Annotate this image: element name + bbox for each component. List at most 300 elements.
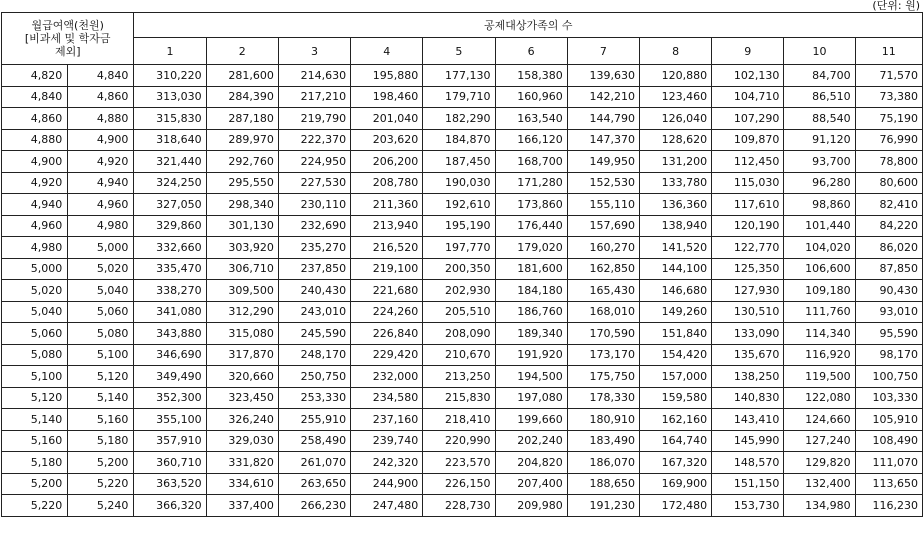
- tax-value-cell: 106,600: [784, 258, 855, 280]
- tax-value-cell: 181,600: [495, 258, 567, 280]
- table-row: [2, 237, 923, 259]
- tax-value-cell: 98,170: [855, 344, 922, 366]
- tax-value-cell: 182,290: [423, 108, 495, 130]
- tax-value-cell: 217,210: [278, 86, 350, 108]
- salary-to-cell: 5,220: [68, 473, 134, 495]
- tax-value-cell: 149,260: [639, 301, 711, 323]
- tax-value-cell: 144,790: [567, 108, 639, 130]
- table-body: [2, 65, 923, 517]
- salary-from-cell: 5,140: [2, 409, 68, 431]
- salary-from-cell: 4,960: [2, 215, 68, 237]
- tax-value-cell: 318,640: [134, 129, 206, 151]
- tax-value-cell: 234,580: [351, 387, 423, 409]
- tax-value-cell: 197,770: [423, 237, 495, 259]
- tax-value-cell: 109,870: [712, 129, 784, 151]
- tax-value-cell: 98,860: [784, 194, 855, 216]
- tax-value-cell: 320,660: [206, 366, 278, 388]
- tax-value-cell: 303,920: [206, 237, 278, 259]
- tax-value-cell: 119,500: [784, 366, 855, 388]
- tax-value-cell: 175,750: [567, 366, 639, 388]
- tax-value-cell: 146,680: [639, 280, 711, 302]
- group-label-header: 공제대상가족의 수: [134, 13, 923, 38]
- tax-value-cell: 82,410: [855, 194, 922, 216]
- tax-value-cell: 346,690: [134, 344, 206, 366]
- tax-value-cell: 214,630: [278, 65, 350, 87]
- tax-value-cell: 177,130: [423, 65, 495, 87]
- tax-value-cell: 75,190: [855, 108, 922, 130]
- tax-value-cell: 160,270: [567, 237, 639, 259]
- tax-value-cell: 200,350: [423, 258, 495, 280]
- tax-value-cell: 117,610: [712, 194, 784, 216]
- table-row: [2, 172, 923, 194]
- tax-value-cell: 253,330: [278, 387, 350, 409]
- salary-to-cell: 5,200: [68, 452, 134, 474]
- tax-value-cell: 113,650: [855, 473, 922, 495]
- tax-value-cell: 111,070: [855, 452, 922, 474]
- tax-value-cell: 216,520: [351, 237, 423, 259]
- tax-value-cell: 165,430: [567, 280, 639, 302]
- tax-value-cell: 204,820: [495, 452, 567, 474]
- column-header-2: 2: [206, 38, 278, 65]
- tax-value-cell: 153,730: [712, 495, 784, 517]
- tax-value-cell: 210,670: [423, 344, 495, 366]
- tax-value-cell: 123,460: [639, 86, 711, 108]
- tax-value-cell: 100,750: [855, 366, 922, 388]
- tax-value-cell: 138,940: [639, 215, 711, 237]
- tax-value-cell: 219,100: [351, 258, 423, 280]
- tax-value-cell: 95,590: [855, 323, 922, 345]
- tax-value-cell: 138,250: [712, 366, 784, 388]
- tax-value-cell: 203,620: [351, 129, 423, 151]
- tax-value-cell: 248,170: [278, 344, 350, 366]
- tax-value-cell: 195,190: [423, 215, 495, 237]
- column-header-10: 10: [784, 38, 855, 65]
- tax-value-cell: 261,070: [278, 452, 350, 474]
- tax-value-cell: 227,530: [278, 172, 350, 194]
- tax-value-cell: 247,480: [351, 495, 423, 517]
- table-row: [2, 366, 923, 388]
- tax-value-cell: 232,000: [351, 366, 423, 388]
- tax-value-cell: 86,020: [855, 237, 922, 259]
- tax-value-cell: 151,840: [639, 323, 711, 345]
- tax-value-cell: 157,690: [567, 215, 639, 237]
- tax-value-cell: 341,080: [134, 301, 206, 323]
- tax-value-cell: 208,780: [351, 172, 423, 194]
- tax-value-cell: 112,450: [712, 151, 784, 173]
- salary-from-cell: 5,220: [2, 495, 68, 517]
- tax-value-cell: 130,510: [712, 301, 784, 323]
- tax-value-cell: 135,670: [712, 344, 784, 366]
- salary-to-cell: 4,960: [68, 194, 134, 216]
- salary-to-cell: 5,120: [68, 366, 134, 388]
- tax-value-cell: 145,990: [712, 430, 784, 452]
- tax-value-cell: 312,290: [206, 301, 278, 323]
- tax-value-cell: 128,620: [639, 129, 711, 151]
- tax-value-cell: 184,180: [495, 280, 567, 302]
- tax-value-cell: 326,240: [206, 409, 278, 431]
- tax-value-cell: 104,710: [712, 86, 784, 108]
- tax-value-cell: 255,910: [278, 409, 350, 431]
- tax-value-cell: 349,490: [134, 366, 206, 388]
- tax-value-cell: 178,330: [567, 387, 639, 409]
- salary-from-cell: 5,000: [2, 258, 68, 280]
- salary-to-cell: 4,860: [68, 86, 134, 108]
- table-row: [2, 215, 923, 237]
- tax-value-cell: 206,200: [351, 151, 423, 173]
- tax-value-cell: 114,340: [784, 323, 855, 345]
- tax-value-cell: 133,780: [639, 172, 711, 194]
- tax-value-cell: 143,410: [712, 409, 784, 431]
- tax-value-cell: 76,990: [855, 129, 922, 151]
- column-header-8: 8: [639, 38, 711, 65]
- tax-value-cell: 167,320: [639, 452, 711, 474]
- column-header-4: 4: [351, 38, 423, 65]
- table-row: [2, 280, 923, 302]
- salary-to-cell: 4,900: [68, 129, 134, 151]
- table-row: [2, 430, 923, 452]
- tax-value-cell: 141,520: [639, 237, 711, 259]
- tax-value-cell: 224,260: [351, 301, 423, 323]
- tax-value-cell: 343,880: [134, 323, 206, 345]
- tax-value-cell: 207,400: [495, 473, 567, 495]
- tax-value-cell: 163,540: [495, 108, 567, 130]
- tax-value-cell: 335,470: [134, 258, 206, 280]
- tax-value-cell: 116,920: [784, 344, 855, 366]
- tax-value-cell: 263,650: [278, 473, 350, 495]
- tax-value-cell: 221,680: [351, 280, 423, 302]
- tax-value-cell: 93,700: [784, 151, 855, 173]
- table-row: [2, 151, 923, 173]
- salary-from-cell: 4,940: [2, 194, 68, 216]
- salary-to-cell: 5,080: [68, 323, 134, 345]
- column-header-6: 6: [495, 38, 567, 65]
- tax-value-cell: 116,230: [855, 495, 922, 517]
- tax-value-cell: 109,180: [784, 280, 855, 302]
- tax-value-cell: 317,870: [206, 344, 278, 366]
- tax-value-cell: 289,970: [206, 129, 278, 151]
- tax-value-cell: 148,570: [712, 452, 784, 474]
- salary-to-cell: 4,840: [68, 65, 134, 87]
- tax-value-cell: 309,500: [206, 280, 278, 302]
- tax-value-cell: 220,990: [423, 430, 495, 452]
- tax-value-cell: 191,920: [495, 344, 567, 366]
- tax-value-cell: 108,490: [855, 430, 922, 452]
- salary-from-cell: 4,980: [2, 237, 68, 259]
- tax-value-cell: 188,650: [567, 473, 639, 495]
- tax-value-cell: 338,270: [134, 280, 206, 302]
- tax-value-cell: 195,880: [351, 65, 423, 87]
- tax-value-cell: 237,160: [351, 409, 423, 431]
- tax-value-cell: 127,240: [784, 430, 855, 452]
- tax-value-cell: 120,880: [639, 65, 711, 87]
- tax-value-cell: 103,330: [855, 387, 922, 409]
- tax-value-cell: 186,070: [567, 452, 639, 474]
- tax-value-cell: 125,350: [712, 258, 784, 280]
- tax-value-cell: 211,360: [351, 194, 423, 216]
- salary-to-cell: 4,940: [68, 172, 134, 194]
- tax-value-cell: 111,760: [784, 301, 855, 323]
- tax-value-cell: 184,870: [423, 129, 495, 151]
- table-row: [2, 108, 923, 130]
- tax-value-cell: 149,950: [567, 151, 639, 173]
- tax-value-cell: 91,120: [784, 129, 855, 151]
- tax-value-cell: 166,120: [495, 129, 567, 151]
- tax-value-cell: 73,380: [855, 86, 922, 108]
- salary-from-cell: 4,900: [2, 151, 68, 173]
- salary-to-cell: 4,880: [68, 108, 134, 130]
- tax-value-cell: 363,520: [134, 473, 206, 495]
- tax-value-cell: 157,000: [639, 366, 711, 388]
- tax-value-cell: 122,080: [784, 387, 855, 409]
- tax-value-cell: 197,080: [495, 387, 567, 409]
- tax-value-cell: 120,190: [712, 215, 784, 237]
- tax-value-cell: 287,180: [206, 108, 278, 130]
- tax-value-cell: 186,760: [495, 301, 567, 323]
- tax-value-cell: 209,980: [495, 495, 567, 517]
- tax-value-cell: 237,850: [278, 258, 350, 280]
- column-header-9: 9: [712, 38, 784, 65]
- salary-to-cell: 5,100: [68, 344, 134, 366]
- table-row: [2, 323, 923, 345]
- tax-value-cell: 201,040: [351, 108, 423, 130]
- tax-value-cell: 198,460: [351, 86, 423, 108]
- tax-value-cell: 213,940: [351, 215, 423, 237]
- table-row: [2, 409, 923, 431]
- tax-value-cell: 213,250: [423, 366, 495, 388]
- table-row: [2, 387, 923, 409]
- tax-value-cell: 132,400: [784, 473, 855, 495]
- tax-value-cell: 173,170: [567, 344, 639, 366]
- tax-value-cell: 228,730: [423, 495, 495, 517]
- salary-from-cell: 4,820: [2, 65, 68, 87]
- tax-value-cell: 144,100: [639, 258, 711, 280]
- tax-value-cell: 127,930: [712, 280, 784, 302]
- tax-value-cell: 104,020: [784, 237, 855, 259]
- tax-value-cell: 96,280: [784, 172, 855, 194]
- tax-value-cell: 88,540: [784, 108, 855, 130]
- salary-from-cell: 4,880: [2, 129, 68, 151]
- tax-value-cell: 301,130: [206, 215, 278, 237]
- tax-value-cell: 179,020: [495, 237, 567, 259]
- salary-to-cell: 5,240: [68, 495, 134, 517]
- tax-value-cell: 176,440: [495, 215, 567, 237]
- tax-value-cell: 90,430: [855, 280, 922, 302]
- tax-value-cell: 266,230: [278, 495, 350, 517]
- salary-from-cell: 5,080: [2, 344, 68, 366]
- salary-to-cell: 5,180: [68, 430, 134, 452]
- tax-value-cell: 337,400: [206, 495, 278, 517]
- tax-value-cell: 199,660: [495, 409, 567, 431]
- tax-value-cell: 250,750: [278, 366, 350, 388]
- tax-value-cell: 215,830: [423, 387, 495, 409]
- table-row: [2, 344, 923, 366]
- tax-value-cell: 152,530: [567, 172, 639, 194]
- tax-value-cell: 331,820: [206, 452, 278, 474]
- salary-to-cell: 5,040: [68, 280, 134, 302]
- salary-from-cell: 5,120: [2, 387, 68, 409]
- tax-value-cell: 154,420: [639, 344, 711, 366]
- tax-value-cell: 232,690: [278, 215, 350, 237]
- tax-value-cell: 170,590: [567, 323, 639, 345]
- table-row: [2, 473, 923, 495]
- tax-value-cell: 208,090: [423, 323, 495, 345]
- tax-value-cell: 173,860: [495, 194, 567, 216]
- tax-value-cell: 332,660: [134, 237, 206, 259]
- tax-value-cell: 151,150: [712, 473, 784, 495]
- salary-to-cell: 4,980: [68, 215, 134, 237]
- salary-from-cell: 5,180: [2, 452, 68, 474]
- tax-value-cell: 187,450: [423, 151, 495, 173]
- tax-value-cell: 334,610: [206, 473, 278, 495]
- tax-value-cell: 242,320: [351, 452, 423, 474]
- tax-value-cell: 310,220: [134, 65, 206, 87]
- row-label-line2: [비과세 및 학자금: [24, 32, 111, 45]
- table-header: [2, 13, 923, 65]
- tax-value-cell: 129,820: [784, 452, 855, 474]
- tax-value-cell: 86,510: [784, 86, 855, 108]
- tax-value-cell: 115,030: [712, 172, 784, 194]
- unit-label: (단위: 원): [872, 0, 920, 12]
- tax-value-cell: 244,900: [351, 473, 423, 495]
- tax-value-cell: 162,160: [639, 409, 711, 431]
- tax-value-cell: 226,150: [423, 473, 495, 495]
- tax-value-cell: 202,930: [423, 280, 495, 302]
- salary-from-cell: 4,840: [2, 86, 68, 108]
- table-row: [2, 495, 923, 517]
- tax-value-cell: 101,440: [784, 215, 855, 237]
- column-header-11: 11: [855, 38, 922, 65]
- salary-to-cell: 5,000: [68, 237, 134, 259]
- tax-value-cell: 124,660: [784, 409, 855, 431]
- tax-value-cell: 295,550: [206, 172, 278, 194]
- tax-value-cell: 105,910: [855, 409, 922, 431]
- tax-value-cell: 292,760: [206, 151, 278, 173]
- tax-value-cell: 192,610: [423, 194, 495, 216]
- tax-value-cell: 329,030: [206, 430, 278, 452]
- tax-value-cell: 222,370: [278, 129, 350, 151]
- tax-value-cell: 183,490: [567, 430, 639, 452]
- tax-value-cell: 171,280: [495, 172, 567, 194]
- salary-to-cell: 5,060: [68, 301, 134, 323]
- salary-to-cell: 4,920: [68, 151, 134, 173]
- tax-value-cell: 140,830: [712, 387, 784, 409]
- salary-from-cell: 5,200: [2, 473, 68, 495]
- tax-value-cell: 134,980: [784, 495, 855, 517]
- tax-value-cell: 226,840: [351, 323, 423, 345]
- tax-value-cell: 122,770: [712, 237, 784, 259]
- salary-from-cell: 5,160: [2, 430, 68, 452]
- row-label-header: [2, 13, 134, 65]
- tax-value-cell: 93,010: [855, 301, 922, 323]
- tax-value-cell: 133,090: [712, 323, 784, 345]
- salary-from-cell: 5,040: [2, 301, 68, 323]
- salary-to-cell: 5,020: [68, 258, 134, 280]
- tax-value-cell: 131,200: [639, 151, 711, 173]
- tax-value-cell: 194,500: [495, 366, 567, 388]
- tax-value-cell: 324,250: [134, 172, 206, 194]
- column-header-1: 1: [134, 38, 206, 65]
- tax-value-cell: 243,010: [278, 301, 350, 323]
- tax-value-cell: 160,960: [495, 86, 567, 108]
- tax-value-cell: 357,910: [134, 430, 206, 452]
- row-label-line3: 제외]: [54, 45, 81, 58]
- salary-to-cell: 5,160: [68, 409, 134, 431]
- tax-value-cell: 245,590: [278, 323, 350, 345]
- table-row: [2, 194, 923, 216]
- tax-value-cell: 164,740: [639, 430, 711, 452]
- table-row: [2, 86, 923, 108]
- tax-value-cell: 168,010: [567, 301, 639, 323]
- tax-value-cell: 229,420: [351, 344, 423, 366]
- tax-value-cell: 147,370: [567, 129, 639, 151]
- tax-value-cell: 258,490: [278, 430, 350, 452]
- tax-value-cell: 315,080: [206, 323, 278, 345]
- tax-value-cell: 218,410: [423, 409, 495, 431]
- table-row: [2, 452, 923, 474]
- tax-value-cell: 155,110: [567, 194, 639, 216]
- tax-value-cell: 179,710: [423, 86, 495, 108]
- tax-value-cell: 168,700: [495, 151, 567, 173]
- table-row: [2, 301, 923, 323]
- tax-value-cell: 240,430: [278, 280, 350, 302]
- salary-from-cell: 5,020: [2, 280, 68, 302]
- tax-value-cell: 321,440: [134, 151, 206, 173]
- tax-value-cell: 352,300: [134, 387, 206, 409]
- tax-value-cell: 107,290: [712, 108, 784, 130]
- tax-value-cell: 136,360: [639, 194, 711, 216]
- tax-value-cell: 80,600: [855, 172, 922, 194]
- tax-value-cell: 355,100: [134, 409, 206, 431]
- tax-value-cell: 78,800: [855, 151, 922, 173]
- table-row: [2, 129, 923, 151]
- salary-from-cell: 5,100: [2, 366, 68, 388]
- column-header-row: [2, 38, 923, 65]
- salary-from-cell: 4,860: [2, 108, 68, 130]
- tax-value-cell: 142,210: [567, 86, 639, 108]
- salary-from-cell: 4,920: [2, 172, 68, 194]
- column-header-5: 5: [423, 38, 495, 65]
- tax-value-cell: 71,570: [855, 65, 922, 87]
- tax-value-cell: 162,850: [567, 258, 639, 280]
- column-header-7: 7: [567, 38, 639, 65]
- column-header-3: 3: [278, 38, 350, 65]
- tax-value-cell: 189,340: [495, 323, 567, 345]
- tax-value-cell: 306,710: [206, 258, 278, 280]
- tax-value-cell: 230,110: [278, 194, 350, 216]
- tax-table: [1, 12, 923, 517]
- tax-value-cell: 366,320: [134, 495, 206, 517]
- tax-value-cell: 323,450: [206, 387, 278, 409]
- tax-value-cell: 281,600: [206, 65, 278, 87]
- tax-value-cell: 84,700: [784, 65, 855, 87]
- tax-value-cell: 224,950: [278, 151, 350, 173]
- tax-value-cell: 329,860: [134, 215, 206, 237]
- tax-value-cell: 102,130: [712, 65, 784, 87]
- table-row: [2, 65, 923, 87]
- tax-value-cell: 235,270: [278, 237, 350, 259]
- tax-value-cell: 327,050: [134, 194, 206, 216]
- tax-value-cell: 284,390: [206, 86, 278, 108]
- tax-value-cell: 180,910: [567, 409, 639, 431]
- tax-value-cell: 313,030: [134, 86, 206, 108]
- tax-value-cell: 87,850: [855, 258, 922, 280]
- tax-value-cell: 126,040: [639, 108, 711, 130]
- tax-value-cell: 159,580: [639, 387, 711, 409]
- tax-value-cell: 202,240: [495, 430, 567, 452]
- tax-value-cell: 84,220: [855, 215, 922, 237]
- salary-from-cell: 5,060: [2, 323, 68, 345]
- tax-value-cell: 172,480: [639, 495, 711, 517]
